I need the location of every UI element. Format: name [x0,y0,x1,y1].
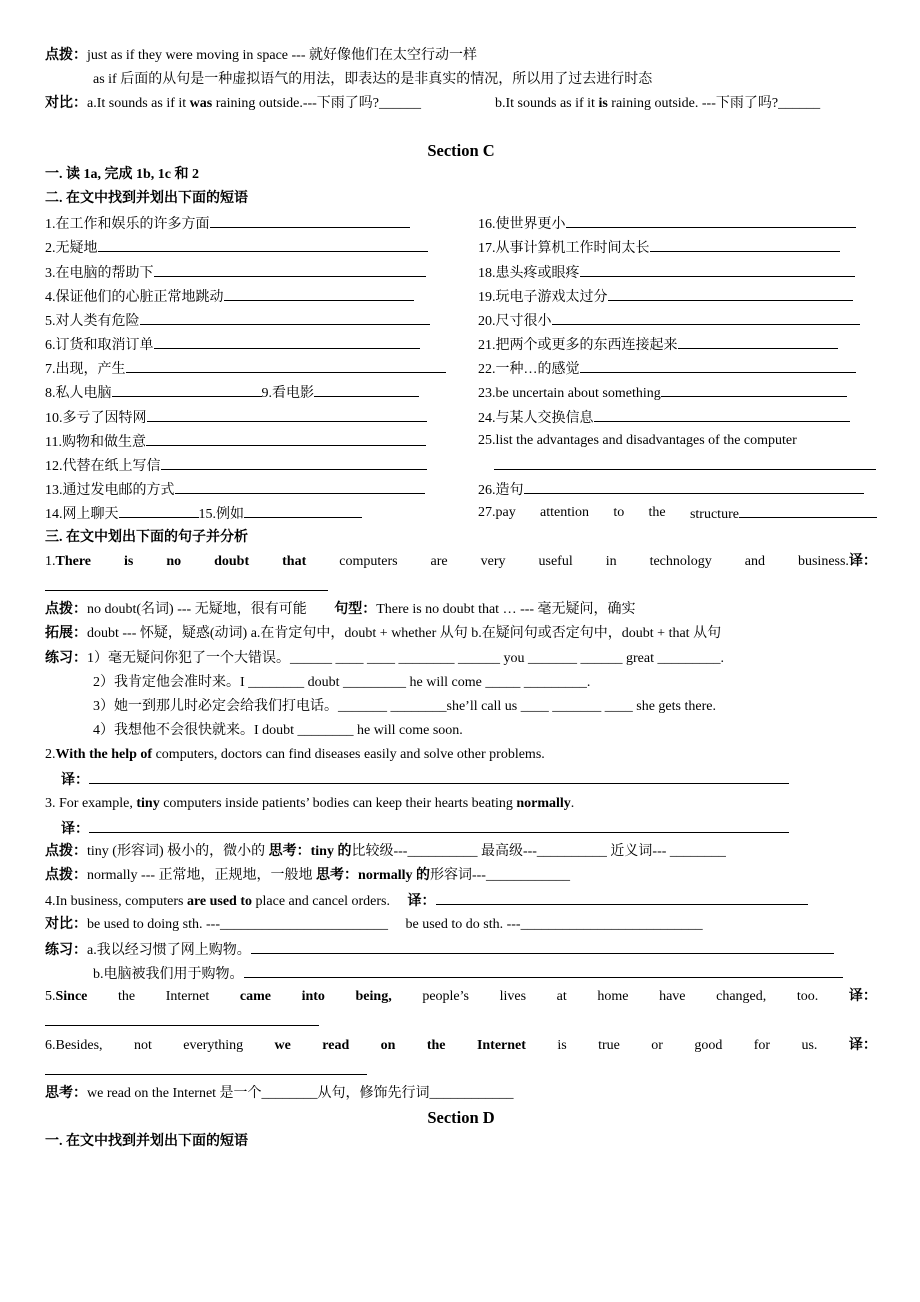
answer-blank[interactable] [45,1009,319,1026]
sentence-word: is [557,1037,567,1053]
s4-practice-b [45,961,877,985]
answer-blank[interactable] [661,380,847,397]
answer-blank[interactable] [524,477,864,494]
practice-item: 3）她一到那儿时必定会给我们打电话。_______ ________she’ll call us ____ _______ ____ she gets there. [93,698,716,714]
sentence-word: read [322,1037,350,1053]
s1-practice-4 [45,719,877,743]
phrase-item: 9.看电影 [261,386,314,402]
phrase-item: 2.无疑地 [45,241,98,257]
compare-a-bold: was [189,96,213,112]
think-label: 思考： [45,1085,87,1101]
phrase-item: 21.把两个或更多的东西连接起来 [478,338,678,354]
sentence-bold: are used to [186,894,253,910]
compare-item: be used to doing sth. ---________________________ [87,916,388,932]
practice-item: a.我以经习惯了网上购物。 [87,942,251,958]
practice-item: 1）毫无疑问你犯了一个大错误。______ ____ ____ ________ ______ you _______ ______ great _________. [87,650,724,666]
sentence-word: 5. [45,989,56,1005]
s1-tip [45,598,877,622]
answer-blank[interactable] [650,235,840,252]
compare-a-2: raining outside.---下雨了吗?______ [212,96,422,112]
sentence-6 [45,1034,877,1058]
sentence-text: 3. For example, [45,795,137,811]
compare-item: be used to do sth. ---__________________________ [405,916,703,932]
phrase-item: 8.私人电脑 [45,386,112,402]
section-d-title: Section D [427,1108,495,1128]
compare-b [495,92,820,116]
phrase-item: 25.list the advantages and disadvantages of the computer [478,432,797,448]
sentence-word: the [426,1037,446,1053]
sentence-4 [45,888,877,912]
sentence-word: and [744,553,765,569]
sentence-2-translation [45,767,877,791]
phrase-word: structure [689,507,739,523]
sentence-3 [45,792,877,816]
s4-compare [45,913,877,937]
sentence-word: being, [355,989,392,1005]
think-text: we read on the Internet 是一个________从句，修饰先行词____________ [87,1085,514,1101]
pattern-label: 句型： [334,602,377,618]
sentence-word: us. [801,1037,818,1053]
answer-blank[interactable] [45,574,328,591]
translate-label: 译： [848,553,877,569]
s1-practice-1 [45,647,877,671]
phrase-item: 26.造句 [478,483,524,499]
answer-blank[interactable] [251,937,834,954]
sentence-word: into [301,989,325,1005]
answer-blank[interactable] [608,284,853,301]
answer-blank[interactable] [594,405,850,422]
phrase-row [45,260,877,284]
sentence-word: are [430,553,448,569]
tip-text: tiny (形容词) 极小的，微小的 [87,844,269,859]
tip-text-2: as if 后面的从句是一种虚拟语气的用法，即表达的是非真实的情况，所以用了过去进行时态 [93,72,653,88]
tip-label: 点拨： [45,48,87,63]
practice-label: 练习： [45,942,87,958]
sentence-5 [45,985,877,1009]
sentence-text: . [570,795,575,811]
compare-line [45,92,877,116]
compare-b-1: b.It sounds as if it [495,96,599,112]
sentence-word: home [597,989,629,1005]
phrase-row [45,284,877,308]
sentence-word: Since [55,989,88,1005]
sentence-word: people’s [422,989,469,1005]
section-c-heading-1: 一. 读 1a, 完成 1b, 1c 和 2 [45,166,199,182]
sentence-word: not [133,1037,152,1053]
sentence-word: no [166,553,182,569]
sentence-word: true [598,1037,620,1053]
phrase-item: 6.订货和取消订单 [45,338,154,354]
phrase-item: 5.对人类有危险 [45,313,140,329]
answer-blank[interactable] [224,284,414,301]
answer-blank[interactable] [146,429,426,446]
phrase-item: 13.通过发电邮的方式 [45,483,175,499]
answer-blank[interactable] [45,1058,367,1075]
phrase-item: 1.在工作和娱乐的许多方面 [45,217,210,233]
extension-text: doubt --- 怀疑，疑惑(动词) a.在肯定句中，doubt + whether 从句 b.在疑问句或否定句中，doubt + that 从句 [87,626,722,642]
phrase-row [45,308,877,332]
s1-practice-2 [45,671,877,695]
tip-line-1 [45,44,877,68]
answer-blank[interactable] [175,477,425,494]
s1-practice-3 [45,695,877,719]
answer-line [45,1058,877,1082]
answer-blank[interactable] [89,816,789,833]
phrase-row [45,501,877,525]
worksheet-page [45,44,877,1154]
sentence-word: or [651,1037,663,1053]
answer-blank[interactable] [98,235,428,252]
sentence-word: too. [796,989,819,1005]
phrase-item: 12.代替在纸上写信 [45,459,161,474]
sentence-word: on [380,1037,396,1053]
phrase-item: 18.患头疼或眼疼 [478,265,580,281]
phrase-item: 22.一种…的感觉 [478,362,580,378]
sentence-text: computers inside patients’ bodies can keep their hearts beating [159,795,517,811]
tip-text: just as if they were moving in space --- 就好像他们在太空行动一样 [87,48,477,63]
phrase-item: 16.使世界更小 [478,217,566,233]
answer-blank[interactable] [161,453,427,470]
sentence-word: in [605,553,617,569]
answer-blank[interactable] [244,501,362,518]
tip-label: 点拨： [45,868,87,884]
sentence-1 [45,550,877,574]
sentence-word: have [659,989,686,1005]
practice-label: 练习： [45,650,87,666]
sentence-word: Internet [476,1037,526,1053]
section-c-title: Section C [427,140,495,160]
sentence-3-translation [45,816,877,840]
translate-label: 译： [61,773,89,789]
s3-tip-1 [45,840,877,864]
sentence-word: computers [339,553,398,569]
phrase-27 [478,501,877,525]
answer-blank[interactable] [244,961,843,978]
answer-blank[interactable] [210,211,410,228]
phrase-row [45,211,877,235]
sentence-text: computers, doctors can find diseases easily and solve other problems. [152,747,545,763]
sentence-word: at [556,989,567,1005]
sentence-word: Internet [165,989,210,1005]
sentence-word: doubt [214,553,250,569]
phrase-row [45,477,877,501]
phrase-row [45,429,877,453]
answer-line [45,1009,877,1033]
answer-blank[interactable] [154,260,426,277]
answer-blank[interactable] [119,501,199,518]
think-text: 形容词---____________ [429,868,570,884]
sentence-word: we [274,1037,291,1053]
answer-blank[interactable] [436,888,808,905]
phrase-row [45,405,877,429]
sentence-bold: normally [516,795,571,811]
practice-item: 4）我想他不会很快就来。I doubt ________ he will come soon. [93,723,463,739]
phrase-row [45,453,877,477]
sentence-word: good [694,1037,723,1053]
sentence-word: is [124,553,134,569]
answer-blank[interactable] [580,260,855,277]
think-label: 思考： [316,868,359,884]
sentence-word: 6.Besides, [45,1037,103,1053]
phrase-row [45,380,877,404]
answer-blank[interactable] [678,332,838,349]
sentence-text: place and cancel orders. [252,894,390,910]
phrase-word: attention [540,505,590,521]
practice-item: 2）我肯定他会准时来。I ________ doubt _________ he will come _____ _________. [93,674,591,690]
answer-blank[interactable] [739,501,877,518]
compare-b-2: raining outside. ---下雨了吗?______ [607,96,821,112]
compare-b-bold: is [598,96,608,112]
s4-practice-a [45,937,877,961]
translate-label: 译： [61,821,89,837]
tip-label: 点拨： [45,602,87,618]
phrase-item: 4.保证他们的心脏正常地跳动 [45,289,224,305]
think-bold: tiny 的 [310,844,352,859]
phrase-row [45,235,877,259]
extension-label: 拓展： [45,626,87,642]
sentence-text: 2. [45,747,56,763]
answer-blank[interactable] [314,380,419,397]
sentence-word: very [480,553,506,569]
practice-item: b.电脑被我们用于购物。 [93,966,244,982]
answer-blank[interactable] [112,380,262,397]
phrase-item: 23.be uncertain about something [478,386,661,402]
phrase-word: 27.pay [478,505,516,521]
sentence-word: lives [499,989,527,1005]
sentence-word: for [753,1037,771,1053]
sentence-word: 1. [45,553,56,569]
answer-blank[interactable] [566,211,856,228]
tip-line-2 [45,68,877,92]
phrase-item: 24.与某人交换信息 [478,410,594,426]
sentence-word: that [282,553,307,569]
think-line [45,1082,877,1106]
answer-blank[interactable] [140,308,430,325]
answer-blank[interactable] [89,767,789,784]
sentence-bold: With the help of [55,747,153,763]
s1-extension [45,622,877,646]
translate-label: 译： [848,989,877,1005]
sentence-word: the [118,989,136,1005]
sentence-word: changed, [716,989,767,1005]
section-d-heading-1: 一. 在文中找到并划出下面的短语 [45,1134,248,1150]
sentence-2 [45,743,877,767]
phrase-item: 10.多亏了因特网 [45,410,147,426]
answer-blank[interactable] [552,308,860,325]
compare-label: 对比： [45,916,87,932]
pattern-text: There is no doubt that … --- 毫无疑问，确实 [376,602,636,618]
section-c-heading-3: 三. 在文中划出下面的句子并分析 [45,529,248,545]
answer-blank[interactable] [154,332,420,349]
tip-text: normally --- 正常地，正规地，一般地 [87,868,317,884]
phrase-row [45,356,877,380]
compare-label: 对比： [45,96,87,112]
sentence-word: everything [183,1037,244,1053]
s3-tip-2 [45,864,877,888]
sentence-word: There [55,553,92,569]
phrase-item: 3.在电脑的帮助下 [45,265,154,281]
sentence-bold: tiny [136,795,160,811]
tip-label: 点拨： [45,844,87,859]
phrase-item: 19.玩电子游戏太过分 [478,289,608,305]
answer-blank[interactable] [580,356,856,373]
think-text: 比较级---__________ 最高级---__________ 近义词--- ________ [351,844,726,859]
phrase-item: 20.尺寸很小 [478,313,552,329]
sentence-word: useful [538,553,573,569]
answer-line [45,574,877,598]
sentence-word: technology [649,553,712,569]
answer-blank[interactable] [147,405,427,422]
section-c-heading-2: 二. 在文中找到并划出下面的短语 [45,190,248,206]
phrase-item: 14.网上聊天 [45,507,119,523]
phrase-item: 17.从事计算机工作时间太长 [478,241,650,257]
phrase-word: the [648,505,666,521]
answer-blank[interactable] [494,453,876,470]
tip-text: no doubt(名词) --- 无疑地，很有可能 [87,602,307,618]
answer-blank[interactable] [126,356,446,373]
think-bold: normally 的 [358,868,430,884]
sentence-text: 4.In business, computers [45,894,187,910]
translate-label: 译： [848,1037,877,1053]
translate-label: 译： [407,894,436,910]
compare-a-1: a.It sounds as if it [87,96,190,112]
sentence-word: came [239,989,271,1005]
think-label: 思考： [268,844,311,859]
phrase-word: to [613,505,625,521]
sentence-word: business. [797,553,849,569]
phrase-item: 15.例如 [198,507,244,523]
phrase-item: 7.出现，产生 [45,362,126,378]
phrase-item: 11.购物和做生意 [45,434,146,450]
phrase-row [45,332,877,356]
